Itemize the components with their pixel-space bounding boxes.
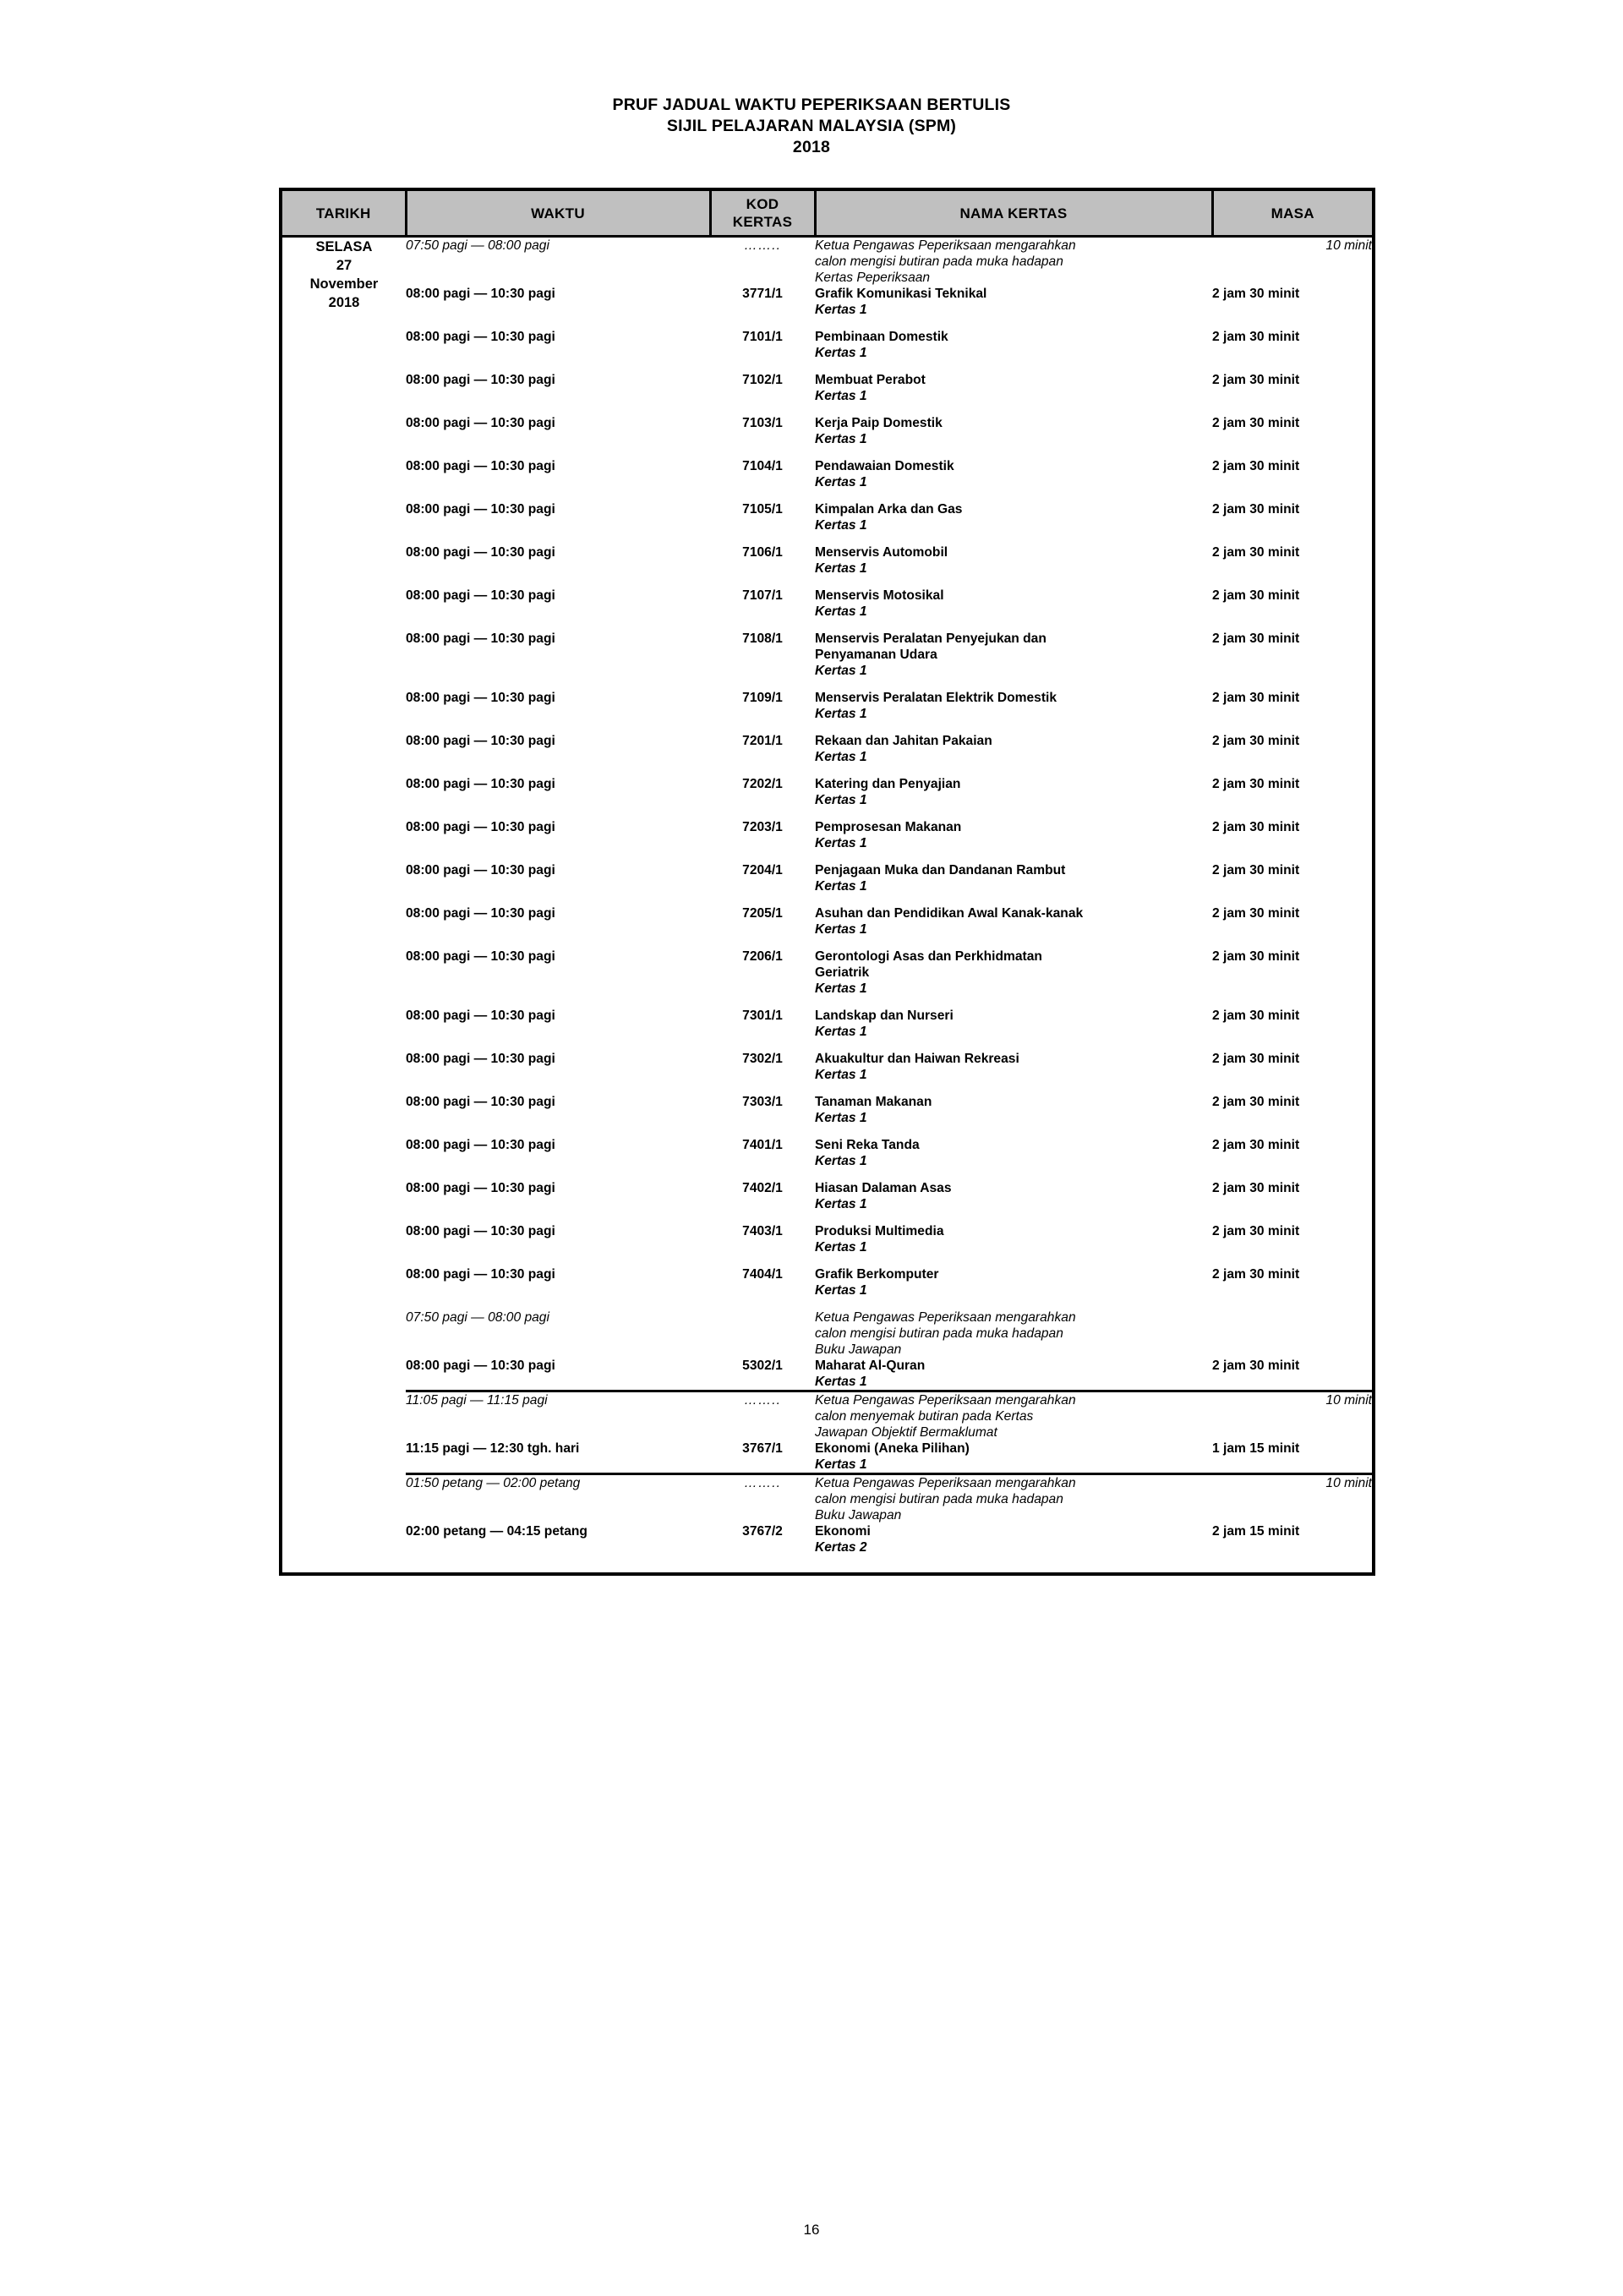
paper-duration: 2 jam 30 minit	[1212, 949, 1300, 964]
title-line-2: SIJIL PELAJARAN MALAYSIA (SPM)	[666, 117, 957, 135]
exam-schedule-table-wrapper	[279, 188, 1372, 1576]
paper-name: Landskap dan Nurseri	[815, 1009, 954, 1023]
paper-duration: 2 jam 30 minit	[1212, 863, 1300, 877]
kod-cell-afternoon	[710, 1474, 815, 1575]
paper-name-cont: Penyamanan Udara	[815, 648, 937, 662]
paper-name: Grafik Berkomputer	[815, 1267, 939, 1282]
paper-kertas: Kertas 1	[815, 922, 867, 937]
paper-code: 7106/1	[742, 545, 783, 560]
kod-kertas-line1: KOD	[746, 196, 779, 212]
paper-name: Grafik Komunikasi Teknikal	[815, 287, 987, 301]
paper-kertas: Kertas 1	[815, 1375, 867, 1389]
paper-name: Maharat Al-Quran	[815, 1358, 926, 1373]
waktu-cell-morning	[406, 237, 710, 1391]
paper-time: 08:00 pagi — 10:30 pagi	[406, 545, 555, 560]
paper-duration: 2 jam 30 minit	[1212, 287, 1300, 301]
paper-time: 08:00 pagi — 10:30 pagi	[406, 1009, 555, 1023]
paper-name: Tanaman Makanan	[815, 1095, 932, 1109]
paper-kertas: Kertas 1	[815, 1197, 867, 1211]
paper-duration: 2 jam 30 minit	[1212, 1358, 1300, 1373]
notice-time: 07:50 pagi — 08:00 pagi	[406, 1310, 549, 1325]
paper-name: Kimpalan Arka dan Gas	[815, 502, 963, 517]
paper-duration: 2 jam 30 minit	[1212, 416, 1300, 430]
date-year: 2018	[328, 295, 360, 310]
paper-name: Ekonomi (Aneka Pilihan)	[815, 1441, 970, 1456]
paper-name: Ekonomi	[815, 1524, 871, 1539]
paper-code: 7103/1	[742, 416, 783, 430]
paper-name: Penjagaan Muka dan Dandanan Rambut	[815, 863, 1066, 877]
paper-name: Pemprosesan Makanan	[815, 820, 962, 834]
notice-text: Buku Jawapan	[815, 1342, 902, 1357]
paper-duration: 2 jam 30 minit	[1212, 777, 1300, 791]
column-header-masa: MASA	[1212, 189, 1374, 237]
title-line-1: PRUF JADUAL WAKTU PEPERIKSAAN BERTULIS	[612, 96, 1011, 114]
paper-duration: 2 jam 30 minit	[1212, 502, 1300, 517]
paper-kertas: Kertas 1	[815, 432, 867, 446]
paper-duration: 2 jam 30 minit	[1212, 1224, 1300, 1238]
paper-code: 7204/1	[742, 863, 783, 877]
nama-cell-afternoon	[815, 1474, 1212, 1575]
date-cell	[281, 237, 406, 1575]
paper-time: 08:00 pagi — 10:30 pagi	[406, 459, 555, 473]
paper-duration: 1 jam 15 minit	[1212, 1441, 1300, 1456]
paper-time: 11:15 pagi — 12:30 tgh. hari	[406, 1441, 580, 1456]
paper-code: 7202/1	[742, 777, 783, 791]
masa-cell-morning	[1212, 237, 1374, 1391]
paper-time: 08:00 pagi — 10:30 pagi	[406, 1138, 555, 1152]
paper-name: Kerja Paip Domestik	[815, 416, 943, 430]
paper-duration: 2 jam 30 minit	[1212, 545, 1300, 560]
paper-kertas: Kertas 1	[815, 1240, 867, 1255]
paper-duration: 2 jam 30 minit	[1212, 1138, 1300, 1152]
paper-time: 08:00 pagi — 10:30 pagi	[406, 373, 555, 387]
notice-text: Jawapan Objektif Bermaklumat	[815, 1425, 997, 1440]
paper-name: Menservis Peralatan Elektrik Domestik	[815, 691, 1057, 705]
paper-time: 08:00 pagi — 10:30 pagi	[406, 416, 555, 430]
notice-text: Ketua Pengawas Peperiksaan mengarahkan	[815, 1310, 1076, 1325]
date-day: SELASA	[315, 239, 373, 254]
paper-code: 7108/1	[742, 631, 783, 646]
paper-name: Menservis Motosikal	[815, 588, 944, 603]
notice-text: Ketua Pengawas Peperiksaan mengarahkan	[815, 238, 1076, 253]
paper-duration: 2 jam 30 minit	[1212, 373, 1300, 387]
paper-code: 7205/1	[742, 906, 783, 921]
paper-code: 7107/1	[742, 588, 783, 603]
paper-time: 08:00 pagi — 10:30 pagi	[406, 502, 555, 517]
paper-kertas: Kertas 1	[815, 1283, 867, 1298]
paper-code: 7404/1	[742, 1267, 783, 1282]
paper-time: 08:00 pagi — 10:30 pagi	[406, 820, 555, 834]
column-header-waktu: WAKTU	[406, 189, 710, 237]
paper-kertas: Kertas 1	[815, 604, 867, 619]
paper-time: 08:00 pagi — 10:30 pagi	[406, 1224, 555, 1238]
table-header-row	[281, 189, 1374, 237]
paper-kertas: Kertas 1	[815, 1025, 867, 1039]
paper-code: 7301/1	[742, 1009, 783, 1023]
waktu-cell-midday	[406, 1391, 710, 1474]
paper-code: 5302/1	[742, 1358, 783, 1373]
paper-time: 08:00 pagi — 10:30 pagi	[406, 330, 555, 344]
paper-time: 08:00 pagi — 10:30 pagi	[406, 1181, 555, 1195]
paper-duration: 2 jam 30 minit	[1212, 1052, 1300, 1066]
notice-text: Ketua Pengawas Peperiksaan mengarahkan	[815, 1476, 1076, 1490]
paper-name: Gerontologi Asas dan Perkhidmatan	[815, 949, 1042, 964]
paper-name-cont: Geriatrik	[815, 965, 870, 980]
schedule-block-afternoon	[281, 1474, 1374, 1575]
paper-code: 7302/1	[742, 1052, 783, 1066]
paper-name: Rekaan dan Jahitan Pakaian	[815, 734, 992, 748]
schedule-block-midday	[281, 1391, 1374, 1474]
paper-code: 7206/1	[742, 949, 783, 964]
schedule-block-morning	[281, 237, 1374, 1391]
paper-code: 7102/1	[742, 373, 783, 387]
paper-kertas: Kertas 1	[815, 1068, 867, 1082]
notice-text: Kertas Peperiksaan	[815, 271, 931, 285]
paper-code: 7403/1	[742, 1224, 783, 1238]
paper-duration: 2 jam 30 minit	[1212, 691, 1300, 705]
paper-code: 7402/1	[742, 1181, 783, 1195]
paper-duration: 2 jam 30 minit	[1212, 1267, 1300, 1282]
paper-kertas: Kertas 1	[815, 836, 867, 850]
paper-kertas: Kertas 1	[815, 518, 867, 533]
paper-duration: 2 jam 30 minit	[1212, 1181, 1300, 1195]
paper-name: Menservis Peralatan Penyejukan dan	[815, 631, 1046, 646]
paper-code: 3771/1	[742, 287, 783, 301]
notice-duration: 10 minit	[1325, 1476, 1372, 1490]
notice-text: calon mengisi butiran pada muka hadapan	[815, 1492, 1063, 1506]
paper-name: Membuat Perabot	[815, 373, 926, 387]
paper-time: 08:00 pagi — 10:30 pagi	[406, 1267, 555, 1282]
paper-kertas: Kertas 1	[815, 664, 867, 678]
paper-kertas: Kertas 1	[815, 879, 867, 894]
paper-code: 3767/1	[742, 1441, 783, 1456]
paper-name: Seni Reka Tanda	[815, 1138, 920, 1152]
paper-duration: 2 jam 30 minit	[1212, 459, 1300, 473]
paper-code: 7109/1	[742, 691, 783, 705]
column-header-nama-kertas: NAMA KERTAS	[815, 189, 1212, 237]
paper-time: 08:00 pagi — 10:30 pagi	[406, 1095, 555, 1109]
date-month: November	[309, 276, 379, 292]
date-number: 27	[336, 258, 352, 273]
paper-kertas: Kertas 1	[815, 1457, 867, 1472]
waktu-cell-afternoon	[406, 1474, 710, 1575]
column-header-kod-kertas	[710, 189, 815, 237]
paper-code: 7203/1	[742, 820, 783, 834]
masa-cell-afternoon	[1212, 1474, 1374, 1575]
paper-time: 08:00 pagi — 10:30 pagi	[406, 949, 555, 964]
paper-kertas: Kertas 1	[815, 1154, 867, 1168]
paper-kertas: Kertas 1	[815, 475, 867, 489]
notice-text: Buku Jawapan	[815, 1508, 902, 1522]
paper-name: Produksi Multimedia	[815, 1224, 944, 1238]
paper-time: 08:00 pagi — 10:30 pagi	[406, 734, 555, 748]
kod-placeholder-dots: ……..	[744, 1476, 781, 1490]
paper-duration: 2 jam 30 minit	[1212, 734, 1300, 748]
kod-cell-midday	[710, 1391, 815, 1474]
paper-duration: 2 jam 30 minit	[1212, 330, 1300, 344]
paper-time: 08:00 pagi — 10:30 pagi	[406, 1358, 555, 1373]
kod-placeholder-dots: ……..	[744, 238, 781, 253]
paper-duration: 2 jam 30 minit	[1212, 820, 1300, 834]
paper-time: 02:00 petang — 04:15 petang	[406, 1524, 587, 1539]
paper-code: 7105/1	[742, 502, 783, 517]
paper-code: 7401/1	[742, 1138, 783, 1152]
paper-duration: 2 jam 30 minit	[1212, 631, 1300, 646]
paper-kertas: Kertas 1	[815, 346, 867, 360]
paper-time: 08:00 pagi — 10:30 pagi	[406, 287, 555, 301]
nama-cell-morning	[815, 237, 1212, 1391]
notice-text: calon menyemak butiran pada Kertas	[815, 1409, 1034, 1424]
paper-kertas: Kertas 1	[815, 1111, 867, 1125]
paper-time: 08:00 pagi — 10:30 pagi	[406, 691, 555, 705]
kod-cell-morning	[710, 237, 815, 1391]
paper-code: 7201/1	[742, 734, 783, 748]
notice-time: 07:50 pagi — 08:00 pagi	[406, 238, 549, 253]
exam-schedule-table	[279, 188, 1375, 1576]
notice-time: 11:05 pagi — 11:15 pagi	[406, 1393, 548, 1408]
paper-time: 08:00 pagi — 10:30 pagi	[406, 631, 555, 646]
notice-duration: 10 minit	[1325, 1393, 1372, 1408]
paper-time: 08:00 pagi — 10:30 pagi	[406, 1052, 555, 1066]
paper-name: Asuhan dan Pendidikan Awal Kanak-kanak	[815, 906, 1084, 921]
paper-kertas: Kertas 1	[815, 750, 867, 764]
paper-kertas: Kertas 1	[815, 389, 867, 403]
title-line-3: 2018	[792, 138, 831, 156]
document-title-block	[0, 95, 1623, 158]
paper-duration: 2 jam 30 minit	[1212, 588, 1300, 603]
paper-name: Menservis Automobil	[815, 545, 948, 560]
notice-text: Ketua Pengawas Peperiksaan mengarahkan	[815, 1393, 1076, 1408]
paper-name: Hiasan Dalaman Asas	[815, 1181, 952, 1195]
paper-code: 7101/1	[742, 330, 783, 344]
paper-kertas: Kertas 1	[815, 981, 867, 996]
paper-name: Katering dan Penyajian	[815, 777, 961, 791]
paper-kertas: Kertas 1	[815, 561, 867, 576]
paper-name: Akuakultur dan Haiwan Rekreasi	[815, 1052, 1019, 1066]
page-number: 16	[803, 2222, 820, 2238]
paper-time: 08:00 pagi — 10:30 pagi	[406, 863, 555, 877]
notice-text: calon mengisi butiran pada muka hadapan	[815, 1326, 1063, 1341]
paper-name: Pembinaan Domestik	[815, 330, 948, 344]
notice-duration: 10 minit	[1325, 238, 1372, 253]
paper-time: 08:00 pagi — 10:30 pagi	[406, 906, 555, 921]
kod-placeholder-dots: ……..	[744, 1393, 781, 1408]
masa-cell-midday	[1212, 1391, 1374, 1474]
paper-duration: 2 jam 30 minit	[1212, 906, 1300, 921]
paper-time: 08:00 pagi — 10:30 pagi	[406, 588, 555, 603]
column-header-tarikh: TARIKH	[281, 189, 406, 237]
paper-duration: 2 jam 30 minit	[1212, 1095, 1300, 1109]
paper-duration: 2 jam 30 minit	[1212, 1009, 1300, 1023]
paper-code: 7303/1	[742, 1095, 783, 1109]
paper-duration: 2 jam 15 minit	[1212, 1524, 1300, 1539]
paper-kertas: Kertas 1	[815, 707, 867, 721]
nama-cell-midday	[815, 1391, 1212, 1474]
paper-kertas: Kertas 1	[815, 303, 867, 317]
paper-code: 7104/1	[742, 459, 783, 473]
paper-name: Pendawaian Domestik	[815, 459, 954, 473]
paper-code: 3767/2	[742, 1524, 783, 1539]
kod-kertas-line2: KERTAS	[732, 214, 793, 230]
notice-text: calon mengisi butiran pada muka hadapan	[815, 254, 1063, 269]
notice-time: 01:50 petang — 02:00 petang	[406, 1476, 581, 1490]
paper-kertas: Kertas 1	[815, 793, 867, 807]
paper-time: 08:00 pagi — 10:30 pagi	[406, 777, 555, 791]
paper-kertas: Kertas 2	[815, 1540, 867, 1555]
